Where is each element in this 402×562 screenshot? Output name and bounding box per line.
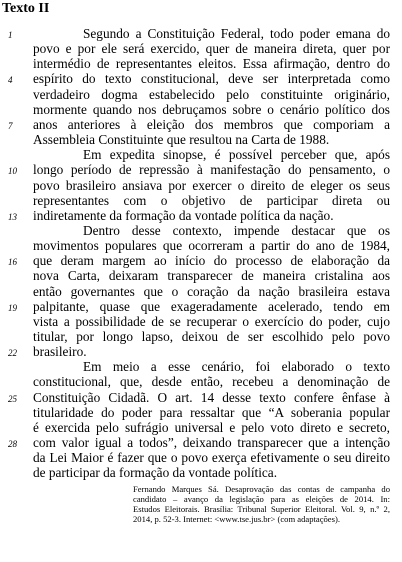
text-line: palpitante, quase que exageradamente acelerado, tendo em [33,298,390,314]
text-line: anos anteriores à eleição dos membros que comporiam a [33,116,390,132]
text-line: Assembleia Constituinte que resultou na Carta de 1988. [33,132,330,148]
text-line: indiretamente da formação da vontade política da nação. [33,207,334,223]
line-number: 1 [8,30,13,40]
text-line: de participar da formação da vontade política. [33,465,278,481]
line-number: 7 [8,120,13,131]
text-line: Em expedita sinopse, é possível perceber que, após [83,147,390,163]
line-number: 13 [8,211,17,222]
line-number: 4 [8,75,13,86]
text-line: constitucional, que, desde então, recebeu a denominação de [33,374,390,390]
line-number: 22 [8,348,17,359]
text-line: que deram margem ao início do processo de elaboração da [33,253,390,269]
text-line: titularidade do poder para ressaltar que “A soberania popular [33,404,390,420]
text-line: espírito do texto constitucional, deve ser interpretada como [33,71,390,87]
text-line: brasileiro. [33,344,87,360]
text-line: da Lei Maior é fazer que o povo exerça efetivamente o seu direito [33,450,390,466]
text-line: Em meio a esse cenário, foi elaborado o texto [83,359,390,375]
source-citation-line-2: candidato – avanço da legislação para as eleições de 2014. In: [133,494,390,504]
text-line: verdadeiro dogma estabelecido pelo constituinte originário, [33,86,390,102]
line-number: 19 [8,302,17,313]
text-line: então governantes que o coração da nação brasileira estava [33,283,390,299]
text-line: movimentos populares que ocorreram a partir do ano de 1984, [33,238,390,254]
line-number: 16 [8,257,17,268]
text-line: Dentro desse contexto, impende destacar que os [83,222,390,238]
text-line: longo período de repressão à manifestação do pensamento, o [33,162,390,178]
text-line: vista a possibilidade de se recuperar o exercício do poder, cujo [33,313,390,329]
text-line: Segundo a Constituição Federal, todo poder emana do [83,26,390,41]
text-line: Constituição Cidadã. O art. 14 desse texto confere ênfase à [33,389,390,405]
line-number: 25 [8,393,17,404]
text-line: povo e por ele será exercido, quer de maneira direta, quer por [33,41,390,57]
text-line: com valor igual a todos”, deixando transparecer que a intenção [33,435,390,451]
text-line: mormente quando nos debruçamos sobre o cenário político dos [33,101,390,117]
text-line: nova Carta, deixaram transparecer de maneira cristalina aos [33,268,390,284]
text-line: representantes com o objetivo de participar direta ou [33,192,390,208]
text-line: intermédio de representantes eleitos. Essa afirmação, dentro do [33,56,390,72]
source-citation-line-1: Fernando Marques Sá. Desaprovação das contas de campanha do [133,484,390,494]
text-line: é exercida pelo sufrágio universal e pelo voto direto e secreto, [33,419,390,435]
text-title: Texto II [2,1,50,16]
line-number: 28 [8,439,17,450]
line-number: 10 [8,166,17,177]
text-line: titular, por longo lapso, deixou de ser escolhido pelo povo [33,329,390,344]
source-citation-line-4: 2014, p. 52-3. Internet: <www.tse.jus.br> (com adaptações). [133,514,340,524]
source-citation-line-3: Estudos Eleitorais. Brasília: Tribunal Superior Eleitoral. Vol. 9, n.º 2, [133,504,390,514]
text-line: povo brasileiro ansiava por exercer o direito de eleger os seus [33,177,390,193]
